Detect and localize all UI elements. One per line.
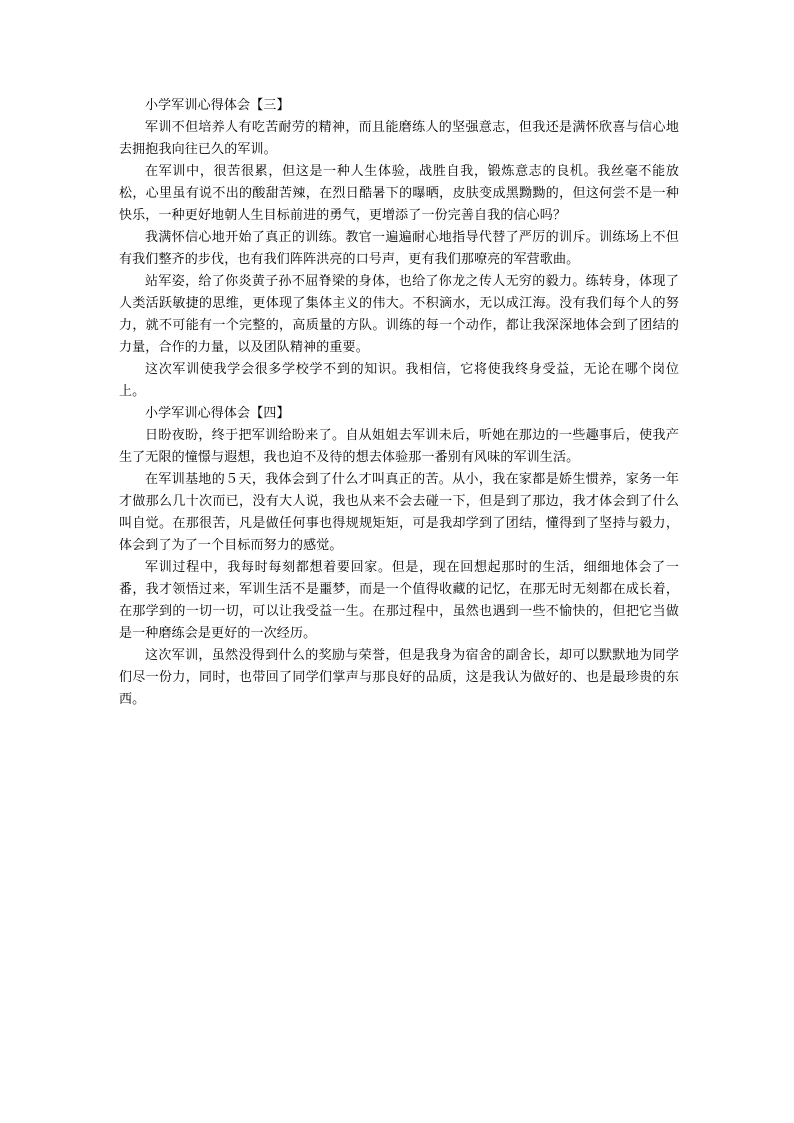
document-body [119, 95, 679, 711]
paragraph: 站军姿，给了你炎黄子孙不屈脊梁的身体，也给了你龙之传人无穷的毅力。练转身，体现了人类活跃敏捷的思维，更体现了集体主义的伟大。不积滴水，无以成江海。没有我们每个人的努力，就不可能有一个完整的，高质量的方队。训练的每一个动作，都让我深深地体会到了团结的力量，合作的力量，以及团队精神的重要。 [119, 274, 679, 355]
paragraph: 这次军训使我学会很多学校学不到的知识。我相信，它将使我终身受益，无论在哪个岗位上。 [119, 362, 679, 399]
paragraph: 在军训中，很苦很累，但这是一种人生体验，战胜自我，锻炼意志的良机。我丝毫不能放松，心里虽有说不出的酸甜苦辣，在烈日酷暑下的曝晒，皮肤变成黑黝黝的，但这何尝不是一种快乐，一种更好地朝人生目标前进的勇气，更增添了一份完善自我的信心吗？ [119, 164, 679, 223]
section-heading: 小学军训心得体会【四】 [145, 406, 290, 421]
paragraph: 军训不但培养人有吃苦耐劳的精神，而且能磨练人的坚强意志，但我还是满怀欣喜与信心地去拥抱我向往已久的军训。 [119, 120, 679, 157]
paragraph: 日盼夜盼，终于把军训给盼来了。自从姐姐去军训未后，听她在那边的一些趣事后，使我产生了无限的憧憬与遐想，我也迫不及待的想去体验那一番别有风味的军训生活。 [119, 428, 679, 465]
paragraph: 军训过程中，我每时每刻都想着要回家。但是，现在回想起那时的生活，细细地体会了一番，我才领悟过来，军训生活不是噩梦，而是一个值得收藏的记忆，在那无时无刻都在成长着，在那学到的一切一切，可以让我受益一生。在那过程中，虽然也遇到一些不愉快的，但把它当做是一种磨练会是更好的一次经历。 [119, 560, 679, 641]
paragraph: 我满怀信心地开始了真正的训练。教官一遍遍耐心地指导代替了严厉的训斥。训练场上不但有我们整齐的步伐，也有我们阵阵洪亮的口号声，更有我们那嘹亮的军营歌曲。 [119, 230, 679, 267]
paragraph: 在军训基地的５天，我体会到了什么才叫真正的苦。从小，我在家都是娇生惯养，家务一年才做那么几十次而已，没有大人说，我也从来不会去碰一下，但是到了那边，我才体会到了什么叫自觉。在那很苦，凡是做任何事也得规规矩矩，可是我却学到了团结，懂得到了坚持与毅力，体会到了为了一个目标而努力的感觉。 [119, 472, 679, 553]
paragraph: 这次军训，虽然没得到什么的奖励与荣誉，但是我身为宿舍的副舍长，却可以默默地为同学们尽一份力，同时，也带回了同学们掌声与那良好的品质，这是我认为做好的、也是最珍贵的东西。 [119, 648, 679, 707]
section-heading: 小学军训心得体会【三】 [145, 98, 290, 113]
